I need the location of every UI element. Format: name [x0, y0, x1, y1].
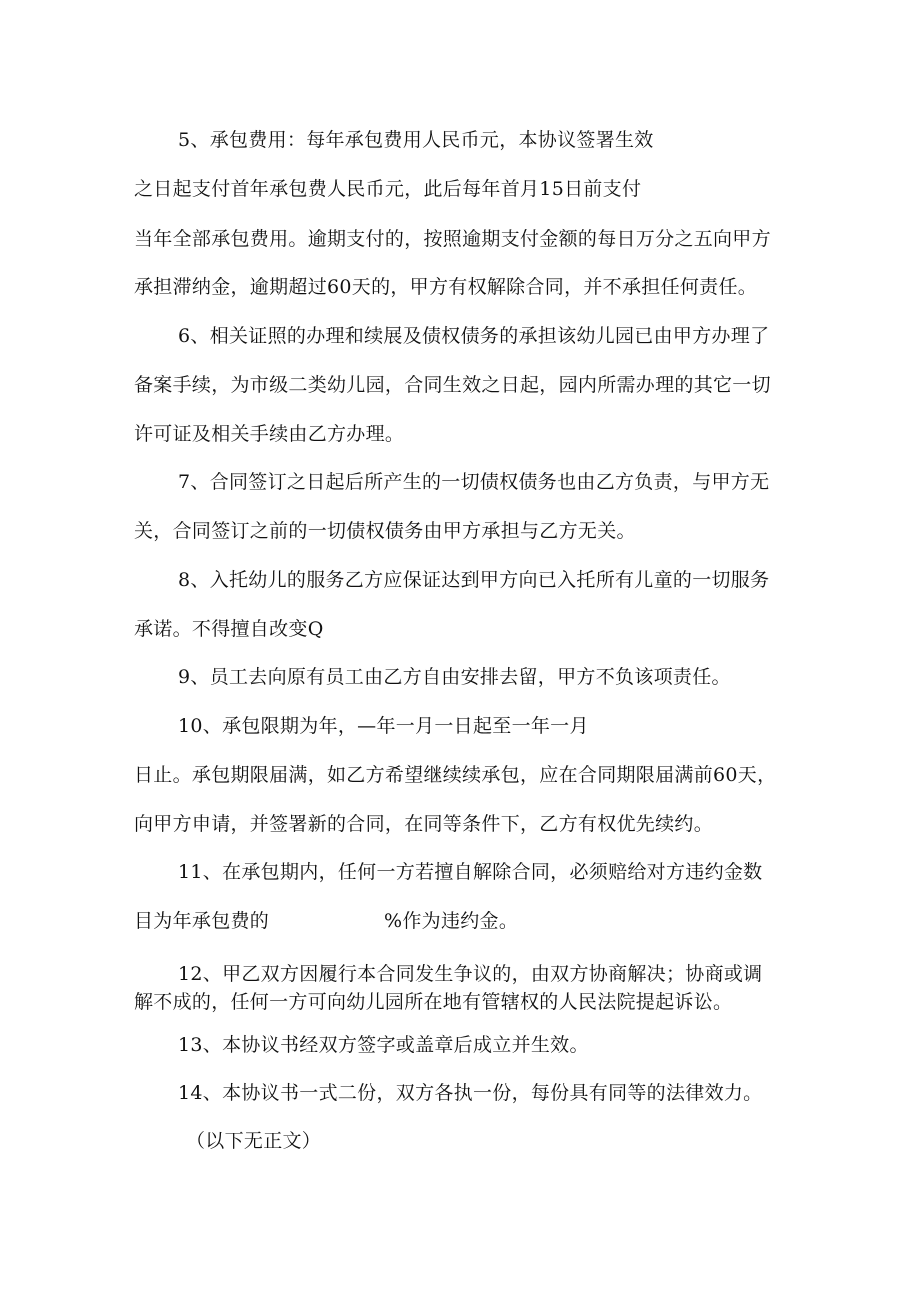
clause-6-line-3: 许可证及相关手续由乙方办理。: [134, 423, 405, 445]
clause-10-line-2: 日止。承包期限届满，如乙方希望继续续承包，应在合同期限届满前60天，: [134, 764, 777, 786]
clause-10-line-3: 向甲方申请，并签署新的合同，在同等条件下，乙方有权优先续约。: [134, 813, 714, 835]
clause-11-line-2b: %作为违约金。: [384, 910, 519, 932]
clause-7-line-1: 7、合同签订之日起后所产生的一切债权债务也由乙方负责，与甲方无: [178, 471, 770, 493]
clause-5-line-1: 5、承包费用：每年承包费用人民币元，本协议签署生效: [178, 129, 654, 151]
clause-7-line-2: 关，合同签订之前的一切债权债务由甲方承担与乙方无关。: [134, 520, 636, 542]
end-of-text-note: （以下无正文）: [186, 1130, 322, 1152]
clause-5-line-4: 承担滞纳金，逾期超过60天的，甲方有权解除合同，并不承担任何责任。: [134, 276, 758, 298]
clause-11-line-1: 11、在承包期内，任何一方若擅自解除合同，必须赔给对方违约金数: [178, 861, 763, 883]
clause-8-line-2: 承诺。不得擅自改变Q: [134, 618, 324, 640]
clause-10-line-1: 10、承包限期为年，—年一月一日起至一年一月: [178, 715, 589, 737]
clause-14-line-1: 14、本协议书一式二份，双方各执一份，每份具有同等的法律效力。: [178, 1082, 763, 1104]
clause-9-line-1: 9、员工去向原有员工由乙方自由安排去留，甲方不负该项责任。: [178, 666, 731, 688]
clause-8-line-1: 8、入托幼儿的服务乙方应保证达到甲方向已入托所有儿童的一切服务: [178, 569, 770, 591]
clause-12-line-2: 解不成的，任何一方可向幼儿园所在地有管辖权的人民法院提起诉讼。: [134, 991, 733, 1013]
clause-12-line-1: 12、甲乙双方因履行本合同发生争议的，由双方协商解决；协商或调: [178, 963, 763, 985]
clause-13-line-1: 13、本协议书经双方签字或盖章后成立并生效。: [178, 1034, 589, 1056]
clause-6-line-1: 6、相关证照的办理和续展及债权债务的承担该幼儿园已由甲方办理了: [178, 325, 770, 347]
clause-5-line-2: 之日起支付首年承包费人民币元，此后每年首月15日前支付: [134, 178, 642, 200]
clause-6-line-2: 备案手续，为市级二类幼儿园，合同生效之日起，园内所需办理的其它一切: [134, 374, 771, 396]
clause-5-line-3: 当年全部承包费用。逾期支付的，按照逾期支付金额的每日万分之五向甲方: [134, 228, 771, 250]
clause-11-line-2a: 目为年承包费的: [134, 910, 270, 932]
